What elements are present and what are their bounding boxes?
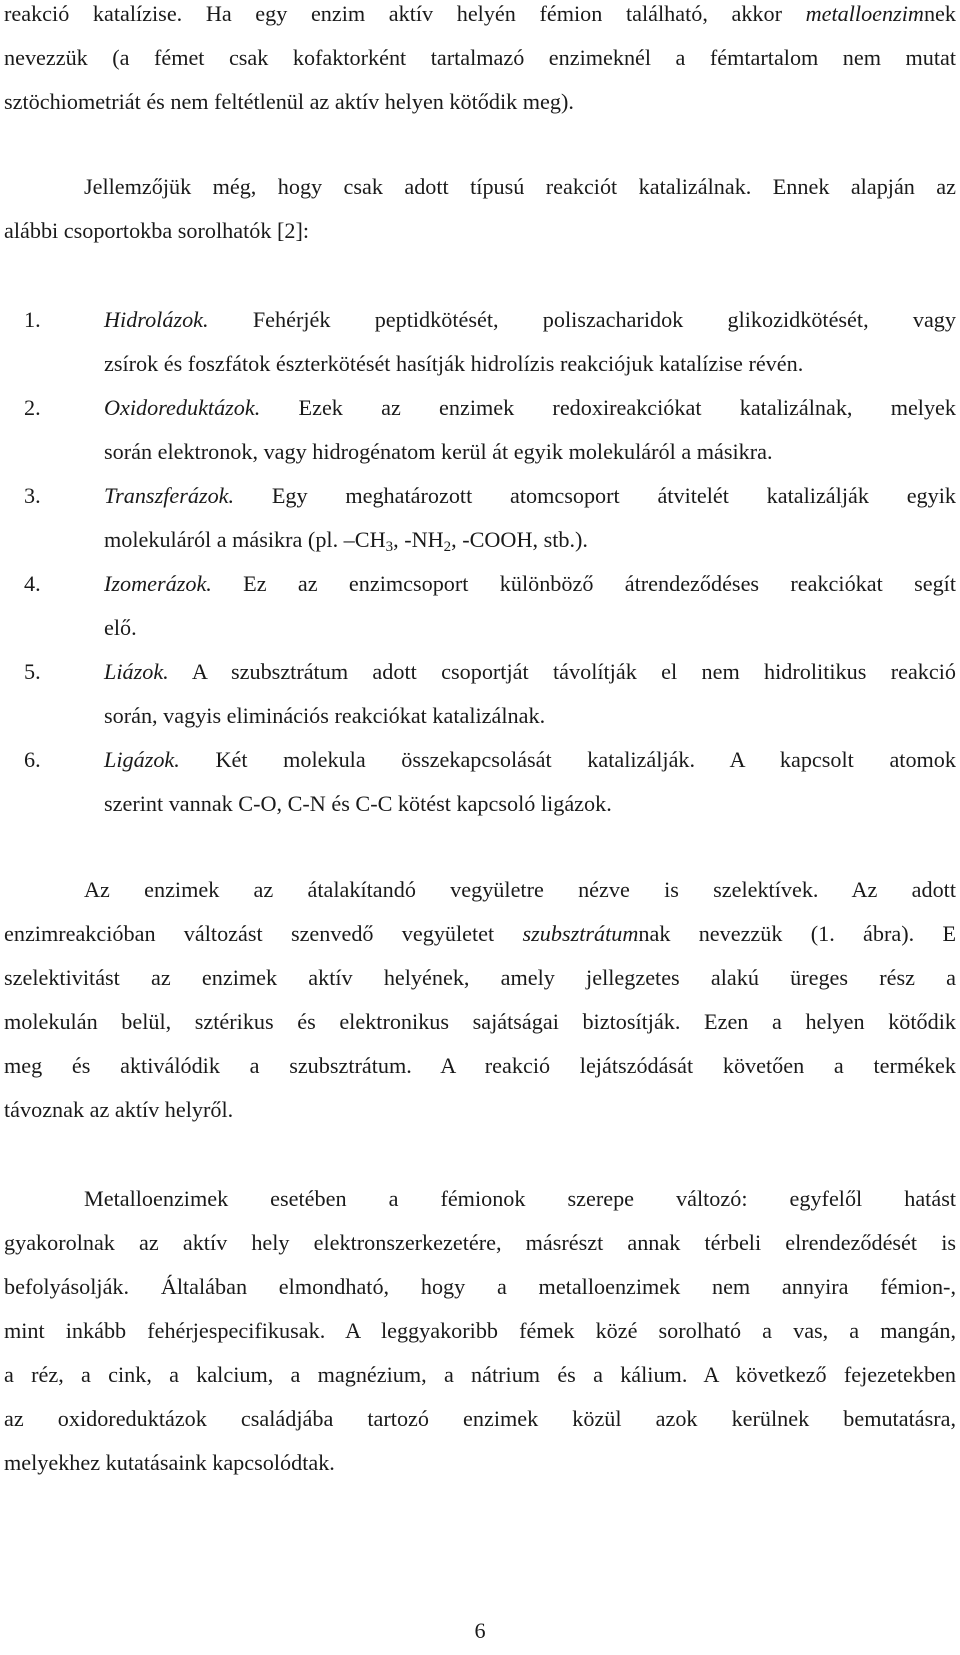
italic-term: szubsztrátum (522, 921, 639, 946)
paragraph-line: Az enzimek az átalakítandó vegyületre nézve is szelektívek. Az adott (84, 877, 956, 902)
paragraph-line: befolyásolják. Általában elmondható, hogy a metalloenzimek nem annyira fémion-, (4, 1274, 956, 1299)
italic-term: metalloenzim (805, 1, 924, 26)
text-span: A szubsztrátum adott csoportját távolítják el nem hidrolitikus reakció (168, 659, 956, 684)
list-item-line: során, vagyis eliminációs reakciókat katalizálnak. (104, 703, 546, 728)
text-span: Két molekula összekapcsolását katalizálják. A kapcsolt atomok (179, 747, 956, 772)
text-span: Egy meghatározott atomcsoport átvitelét katalizálják egyik (234, 483, 956, 508)
list-item-line (104, 570, 956, 598)
subscript: 2 (443, 539, 452, 555)
list-number: 2. (24, 395, 41, 420)
text-span: reakció katalízise. Ha egy enzim aktív helyén fémion található, akkor (4, 1, 806, 26)
list-number: 1. (24, 307, 41, 332)
italic-term: Liázok. (104, 659, 169, 684)
list-number: 4. (24, 571, 41, 596)
paragraph-line (4, 0, 956, 28)
page-number: 6 (474, 1618, 486, 1643)
text-span: Fehérjék peptidkötését, poliszacharidok glikozidkötését, vagy (208, 307, 956, 332)
list-item-line (104, 394, 956, 422)
paragraph-line: Metalloenzimek esetében a fémionok szerepe változó: egyfelől hatást (84, 1186, 956, 1211)
list-item-line: zsírok és foszfátok észterkötését hasítják hidrolízis reakciójuk katalízise révén. (104, 351, 804, 376)
paragraph-line (4, 920, 956, 948)
list-number: 5. (24, 659, 41, 684)
list-item-line: során elektronok, vagy hidrogénatom kerül át egyik molekuláról a másikra. (104, 439, 773, 464)
text-span: nak nevezzük (1. ábra). E (638, 921, 957, 946)
italic-term: Oxidoreduktázok. (104, 395, 261, 420)
italic-term: Izomerázok. (104, 571, 212, 596)
list-item-line (104, 306, 956, 334)
paragraph-line: molekulán belül, sztérikus és elektronikus sajátságai biztosítják. Ezen a helyen kötődik (4, 1009, 956, 1034)
paragraph-line: mint inkább fehérjespecifikusak. A leggyakoribb fémek közé sorolható a vas, a mangán, (4, 1318, 956, 1343)
list-item-line (104, 746, 956, 774)
paragraph-line: sztöchiometriát és nem feltétlenül az aktív helyen kötődik meg). (4, 89, 574, 114)
text-span: enzimreakcióban változást szenvedő vegyületet (4, 921, 523, 946)
text-span: nek (923, 1, 956, 26)
text-span: , -COOH, stb.). (451, 527, 588, 552)
text-span: Ezek az enzimek redoxireakciókat katalizálnak, melyek (260, 395, 956, 420)
text-span: molekuláról a másikra (pl. –CH (104, 527, 386, 552)
paragraph-line: távoznak az aktív helyről. (4, 1097, 234, 1122)
list-item-line (104, 526, 956, 554)
text-span: Ez az enzimcsoport különböző átrendeződéses reakciókat segít (211, 571, 956, 596)
list-number: 3. (24, 483, 41, 508)
italic-term: Hidrolázok. (104, 307, 209, 332)
paragraph-line: gyakorolnak az aktív hely elektronszerkezetére, másrészt annak térbeli elrendeződését is (4, 1230, 956, 1255)
paragraph-line: melyekhez kutatásaink kapcsolódtak. (4, 1450, 335, 1475)
list-item-line: elő. (104, 615, 137, 640)
paragraph-line: az oxidoreduktázok családjába tartozó enzimek közül azok kerülnek bemutatásra, (4, 1406, 956, 1431)
paragraph-line: szelektivitást az enzimek aktív helyének, amely jellegzetes alakú üreges rész a (4, 965, 956, 990)
paragraph-line: a réz, a cink, a kalcium, a magnézium, a nátrium és a kálium. A következő fejezetekben (4, 1362, 956, 1387)
italic-term: Transzferázok. (104, 483, 235, 508)
text-span: , -NH (393, 527, 444, 552)
list-number: 6. (24, 747, 41, 772)
paragraph-line: nevezzük (a fémet csak kofaktorként tartalmazó enzimeknél a fémtartalom nem mutat (4, 45, 956, 70)
paragraph-line: meg és aktiválódik a szubsztrátum. A reakció lejátszódását követően a termékek (4, 1053, 956, 1078)
list-item-line (104, 482, 956, 510)
paragraph-line: Jellemzőjük még, hogy csak adott típusú reakciót katalizálnak. Ennek alapján az (84, 174, 956, 199)
list-item-line (104, 658, 956, 686)
paragraph-line: alábbi csoportokba sorolhatók [2]: (4, 218, 310, 243)
subscript: 3 (385, 539, 394, 555)
italic-term: Ligázok. (104, 747, 180, 772)
list-item-line: szerint vannak C-O, C-N és C-C kötést kapcsoló ligázok. (104, 791, 612, 816)
